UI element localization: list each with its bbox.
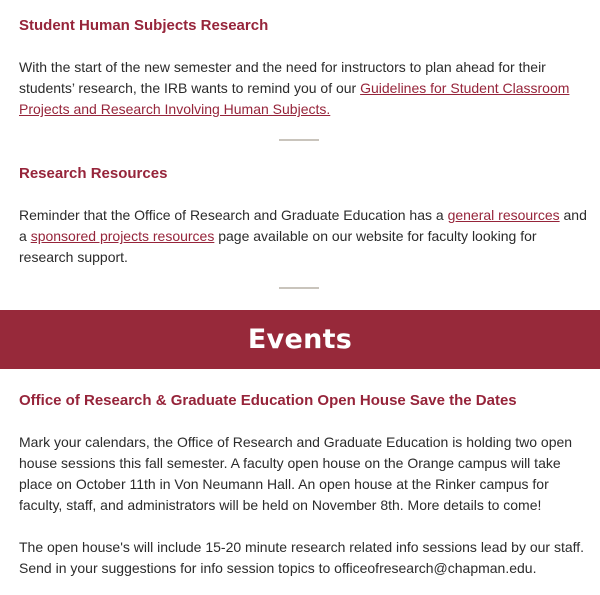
- events-banner: [0, 310, 600, 369]
- open-house-title: Office of Research & Graduate Education Open House Save the Dates: [19, 392, 517, 409]
- section-divider: [279, 287, 319, 289]
- student-research-text-before: With the start of the new semester and the need for instructors to plan ahead for their students’ research, the IRB wants to remind you of our: [19, 59, 546, 96]
- student-research-title: Student Human Subjects Research: [19, 17, 269, 34]
- open-house-paragraph-2: The open house's will include 15-20 minute research related info sessions lead by our staff. Send in your suggestions for info session topics to officeofresearch@chapman.edu.: [19, 539, 585, 576]
- student-guidelines-link[interactable]: Guidelines for Student Classroom Projects and Research Involving Human Subjects.: [19, 80, 570, 117]
- research-resources-text-after: page available on our website for faculty looking for research support.: [19, 228, 537, 265]
- student-research-text: [19, 57, 589, 120]
- general-resources-link[interactable]: general resources: [447, 207, 560, 223]
- events-banner-label: Events: [247, 324, 353, 355]
- sponsored-projects-link[interactable]: sponsored projects resources: [30, 228, 215, 244]
- research-resources-text-before: Reminder that the Office of Research and Graduate Education has a: [19, 207, 448, 223]
- research-resources-text: [19, 205, 589, 268]
- open-house-paragraph-1: Mark your calendars, the Office of Research and Graduate Education is holding two open house sessions this fall semester. A faculty open house on the Orange campus will take place on October 11th in Von Neumann Hall. An open house at the Rinker campus for faculty, staff, and administrators will be held on November 8th. More details to come!: [19, 434, 573, 513]
- research-resources-text-middle: and a: [19, 207, 587, 244]
- research-resources-title: Research Resources: [19, 165, 168, 182]
- section-divider: [279, 139, 319, 141]
